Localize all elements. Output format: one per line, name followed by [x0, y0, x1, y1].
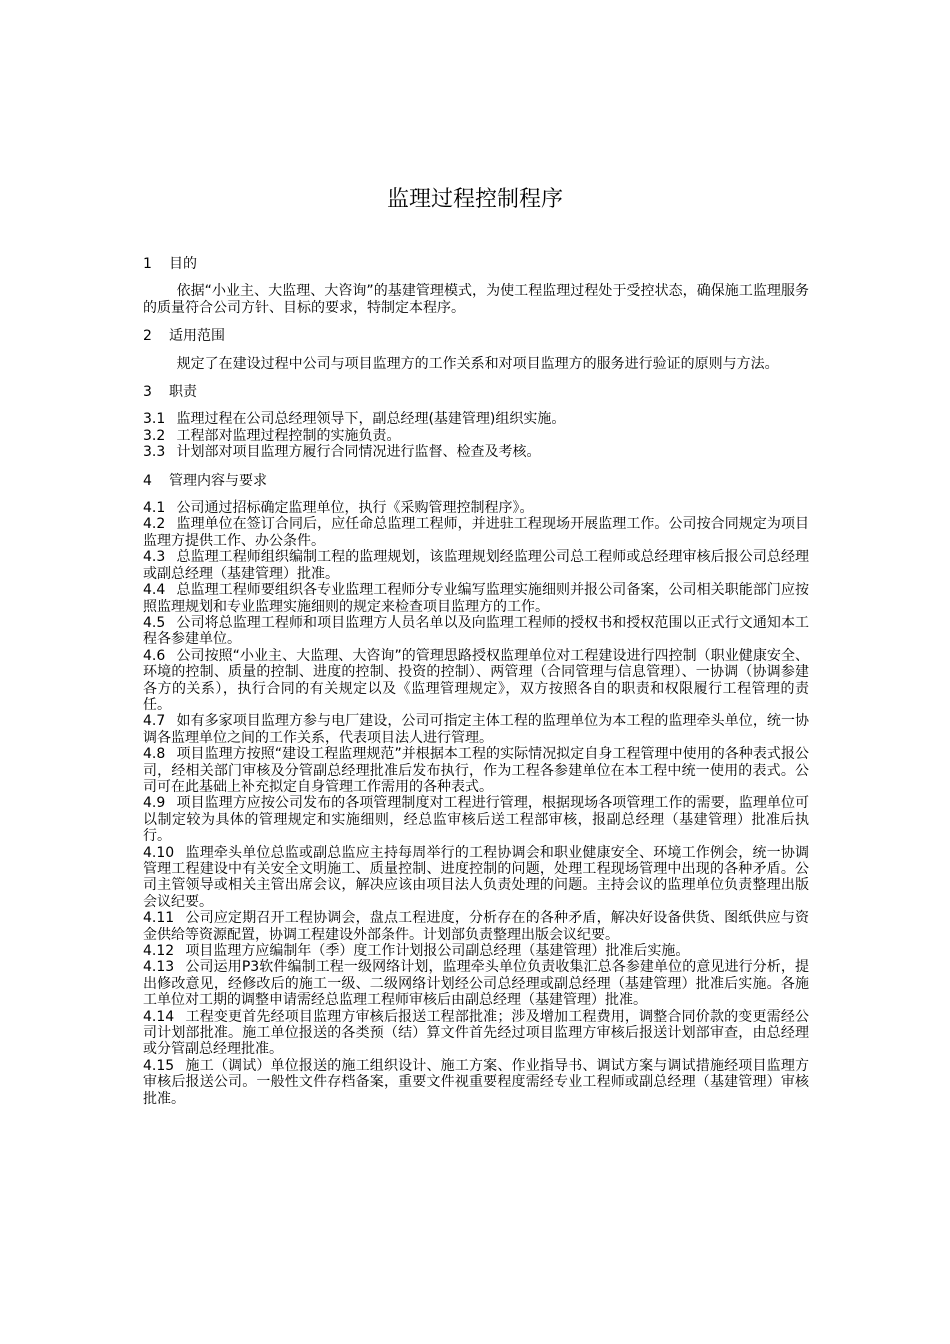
section-paragraph-1: 依据“小业主、大监理、大咨询”的基建管理模式，为使工程监理过程处于受控状态，确保施工监理服务的质量符合公司方针、目标的要求，特制定本程序。: [143, 283, 809, 316]
clause-item: [143, 713, 809, 746]
clause-item: [143, 746, 809, 795]
document-body: [143, 256, 809, 1119]
clause-list-3: [143, 411, 809, 460]
clause-item: [143, 549, 809, 582]
clause-number: 4.1: [143, 500, 166, 517]
section-title: 适用范围: [169, 328, 225, 345]
section-number: 2: [143, 328, 152, 345]
clause-item: [143, 516, 809, 549]
clause-text: 项目监理方应编制年（季）度工作计划报公司副总经理（基建管理）批准后实施。: [185, 943, 690, 960]
section-heading-2: [143, 328, 809, 344]
clause-number: 4.12: [143, 943, 175, 960]
section-number: 3: [143, 384, 152, 401]
clause-text: 总监理工程师要组织各专业监理工程师分专业编写监理实施细则并报公司备案，公司相关职能部门应按照监理规划和专业监理实施细则的规定来检查项目监理方的工作。: [143, 582, 809, 615]
clause-number: 4.10: [143, 844, 175, 861]
section-heading-4: [143, 473, 809, 489]
clause-number: 3.2: [143, 427, 166, 444]
clause-number: 4.5: [143, 614, 166, 631]
clause-number: 3.1: [143, 411, 166, 428]
clause-text: 公司运用P3软件编制工程一级网络计划，监理牵头单位负责收集汇总各参建单位的意见进行分析，提出修改意见，经修改后的施工一级、二级网络计划经公司总经理或副总经理（基建管理）批准后实施。各施工单位对工期的调整申请需经总监理工程师审核后由副总经理（基建管理）批准。: [143, 959, 809, 1009]
clause-item: [143, 1058, 809, 1107]
clause-number: 4.3: [143, 549, 166, 566]
section-title: 职责: [169, 384, 197, 401]
clause-item: [143, 795, 809, 844]
clause-text: 总监理工程师组织编制工程的监理规划，该监理规划经监理公司总工程师或总经理审核后报公司总经理或副总经理（基建管理）批准。: [143, 549, 809, 582]
clause-number: 4.15: [143, 1057, 175, 1074]
clause-number: 4.2: [143, 516, 166, 533]
section-number: 1: [143, 256, 152, 272]
clause-text: 公司通过招标确定监理单位，执行《采购管理控制程序》。: [176, 500, 534, 517]
clause-number: 4.4: [143, 582, 166, 599]
document-title: 监理过程控制程序: [386, 187, 563, 212]
clause-text: 施工（调试）单位报送的施工组织设计、施工方案、作业指导书、调试方案与调试措施经项目监理方审核后报送公司。一般性文件存档备案，重要文件视重要程度需经专业工程师或副总经理（基建管理）审核批准。: [143, 1057, 809, 1107]
section-number: 4: [143, 472, 152, 489]
clause-number: 4.14: [143, 1008, 175, 1025]
clause-item: [143, 910, 809, 943]
clause-text: 公司将总监理工程师和项目监理方人员名单以及向监理工程师的授权书和授权范围以正式行文通知本工程各参建单位。: [143, 614, 809, 648]
clause-number: 3.3: [143, 444, 166, 461]
clause-item: [143, 959, 809, 1008]
clause-text: 公司应定期召开工程协调会，盘点工程进度，分析存在的各种矛盾，解决好设备供货、图纸供应与资金供给等资源配置，协调工程建设外部条件。计划部负责整理出版会议纪要。: [143, 910, 809, 943]
clause-number: 4.9: [143, 795, 166, 812]
clause-text: 监理单位在签订合同后，应任命总监理工程师，并进驻工程现场开展监理工作。公司按合同规定为项目监理方提供工作、办公条件。: [143, 516, 809, 549]
section-title: 管理内容与要求: [169, 472, 267, 489]
clause-text: 计划部对项目监理方履行合同情况进行监督、检查及考核。: [176, 444, 541, 461]
clause-text: 项目监理方按照“建设工程监理规范”并根据本工程的实际情况拟定自身工程管理中使用的各种表式报公司，经相关部门审核及分管副总经理批准后发布执行，作为工程各参建单位在本工程中统一使用的表式。公司可在此基础上补充拟定自身管理工作需用的各种表式。: [143, 746, 809, 795]
clause-item: [143, 943, 809, 959]
clause-item: [143, 582, 809, 615]
clause-text: 工程部对监理过程控制的实施负责。: [176, 427, 401, 444]
clause-text: 监理牵头单位总监或副总监应主持每周举行的工程协调会和职业健康安全、环境工作例会，统一协调管理工程建设中有关安全文明施工、质量控制、进度控制的问题，处理工程现场管理中出现的各种矛盾。公司主管领导或相关主管出席会议，解决应该由项目法人负责处理的问题。主持会议的监理单位负责整理出版会议纪要。: [143, 844, 809, 910]
section-paragraph-2: 规定了在建设过程中公司与项目监理方的工作关系和对项目监理方的服务进行验证的原则与方法。: [176, 355, 779, 372]
clause-list-4: [143, 500, 809, 1107]
clause-text: 监理过程在公司总经理领导下，副总经理(基建管理)组织实施。: [176, 411, 566, 428]
clause-item: [143, 648, 809, 714]
clause-number: 4.11: [143, 910, 175, 927]
clause-item: [143, 615, 809, 648]
clause-number: 4.7: [143, 713, 166, 730]
clause-text: 如有多家项目监理方参与电厂建设，公司可指定主体工程的监理单位为本工程的监理牵头单位，统一协调各监理单位之间的工作关系，代表项目法人进行管理。: [143, 713, 809, 746]
clause-item: [143, 845, 809, 911]
clause-number: 4.6: [143, 647, 166, 664]
clause-number: 4.8: [143, 746, 166, 763]
clause-text: 工程变更首先经项目监理方审核后报送工程部批准；涉及增加工程费用，调整合同价款的变更需经公司计划部批准。施工单位报送的各类预（结）算文件首先经过项目监理方审核后报送计划部审查，由总经理或分管副总经理批准。: [143, 1008, 809, 1058]
section-title: 目的: [169, 256, 197, 272]
section-heading-3: [143, 384, 809, 400]
clause-item: [143, 500, 809, 516]
clause-item: [143, 411, 809, 427]
clause-number: 4.13: [143, 959, 175, 976]
clause-item: [143, 1009, 809, 1058]
section-heading-1: [143, 256, 809, 272]
clause-item: [143, 444, 809, 460]
clause-text: 项目监理方应按公司发布的各项管理制度对工程进行管理，根据现场各项管理工作的需要，监理单位可以制定较为具体的管理规定和实施细则，经总监审核后送工程部审核，报副总经理（基建管理）批准后执行。: [143, 795, 809, 845]
clause-text: 公司按照“小业主、大监理、大咨询”的管理思路授权监理单位对工程建设进行四控制（职业健康安全、环境的控制、质量的控制、进度的控制、投资的控制）、两管理（合同管理与信息管理）、一协调（协调参建各方的关系），执行合同的有关规定以及《监理管理规定》，双方按照各自的职责和权限履行工程管理的责任。: [143, 647, 809, 713]
clause-item: [143, 428, 809, 444]
